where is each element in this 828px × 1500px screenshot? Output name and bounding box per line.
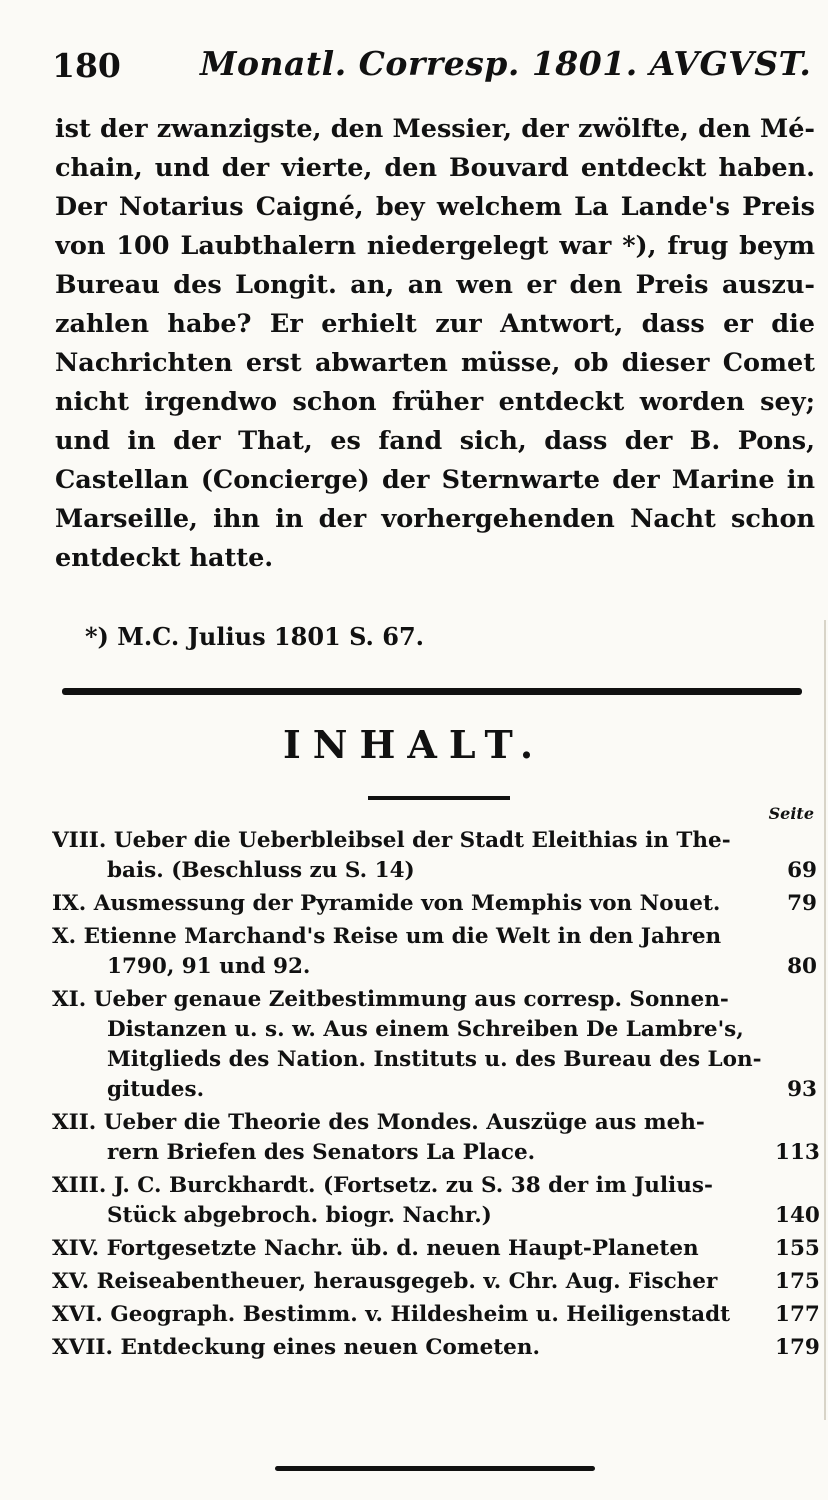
toc-entry-line: XII. Ueber die Theorie des Mondes. Auszüge aus meh- [52,1110,705,1135]
toc-entry [52,889,817,919]
toc-entry [52,1234,820,1264]
toc-page-number: 79 [787,891,817,916]
toc-entry-line: gitudes. [107,1077,205,1102]
toc-entry [52,1108,820,1168]
body-line: Bureau des Longit. an, an wen er den Preis auszu- [55,270,815,300]
running-title: Monatl. Corresp. 1801. AVGVST. [200,44,812,83]
body-line: ist der zwanzigste, den Messier, der zwölfte, den Mé- [55,114,815,144]
toc-entry [52,1300,820,1330]
toc-entry-line: rern Briefen des Senators La Place. [107,1140,536,1165]
toc-entry-line: XIII. J. C. Burckhardt. (Fortsetz. zu S. 38 der im Julius- [52,1173,713,1198]
toc-entry-line: Mitglieds des Nation. Instituts u. des Bureau des Lon- [107,1047,762,1072]
toc-page-number: 177 [775,1302,820,1327]
body-line: Nachrichten erst abwarten müsse, ob dieser Comet [55,348,815,378]
body-paragraph [55,110,815,578]
body-line: entdeckt hatte. [55,543,274,573]
toc-entry-line: XI. Ueber genaue Zeitbestimmung aus corresp. Sonnen- [52,987,729,1012]
toc-entry [52,1333,820,1363]
toc-entry-line: VIII. Ueber die Ueberbleibsel der Stadt Eleithias in The- [52,828,731,853]
toc-entry-line: bais. (Beschluss zu S. 14) [107,858,415,883]
running-header [52,38,812,94]
body-line: Castellan (Concierge) der Sternwarte der Marine in [55,465,815,495]
body-line: von 100 Laubthalern niedergelegt war *), frug beym [55,231,815,261]
toc-entry-line: X. Etienne Marchand's Reise um die Welt in den Jahren [52,924,722,949]
toc-page-number: 155 [775,1236,820,1261]
body-line: Der Notarius Caigné, bey welchem La Lande's Preis [55,192,815,222]
toc-entry-line: IX. Ausmessung der Pyramide von Memphis von Nouet. [52,891,721,916]
body-line: Marseille, ihn in der vorhergehenden Nacht schon [55,504,815,534]
page-column-label: Seite [768,804,814,823]
toc-entry-line: XVI. Geograph. Bestimm. v. Hildesheim u. Heiligenstadt [52,1302,731,1327]
toc-entry [52,1171,820,1231]
toc-entry [52,922,817,982]
toc-page-number: 80 [787,954,817,979]
heading-underline [368,796,510,800]
body-line: und in der That, es fand sich, dass der B. Pons, [55,426,815,456]
toc-entry-line: XVII. Entdeckung eines neuen Cometen. [52,1335,540,1360]
toc-entry [52,1267,820,1297]
section-divider [62,688,802,695]
body-line: chain, und der vierte, den Bouvard entdeckt haben. [55,153,815,183]
contents-heading: INHALT. [282,722,546,767]
toc-page-number: 93 [787,1077,817,1102]
toc-page-number: 113 [775,1140,820,1165]
toc-entry-line: Distanzen u. s. w. Aus einem Schreiben De Lambre's, [107,1017,744,1042]
toc-entry [52,826,817,886]
page-edge-shadow [824,620,826,1420]
body-line: nicht irgendwo schon früher entdeckt worden sey; [55,387,815,417]
toc-entry-line: Stück abgebroch. biogr. Nachr.) [107,1203,492,1228]
table-of-contents [52,826,820,1363]
footnote: *) M.C. Julius 1801 S. 67. [85,622,425,651]
toc-page-number: 179 [775,1335,820,1360]
body-line: zahlen habe? Er erhielt zur Antwort, dass er die [55,309,815,339]
end-divider [275,1466,595,1471]
toc-page-number: 140 [775,1203,820,1228]
toc-entry-line: 1790, 91 und 92. [107,954,311,979]
toc-entry-line: XV. Reiseabentheuer, herausgegeb. v. Chr. Aug. Fischer [52,1269,718,1294]
toc-page-number: 175 [775,1269,820,1294]
toc-page-number: 69 [787,858,817,883]
toc-entry [52,985,817,1105]
toc-entry-line: XIV. Fortgesetzte Nachr. üb. d. neuen Haupt-Planeten [52,1236,699,1261]
page-number: 180 [52,46,121,85]
